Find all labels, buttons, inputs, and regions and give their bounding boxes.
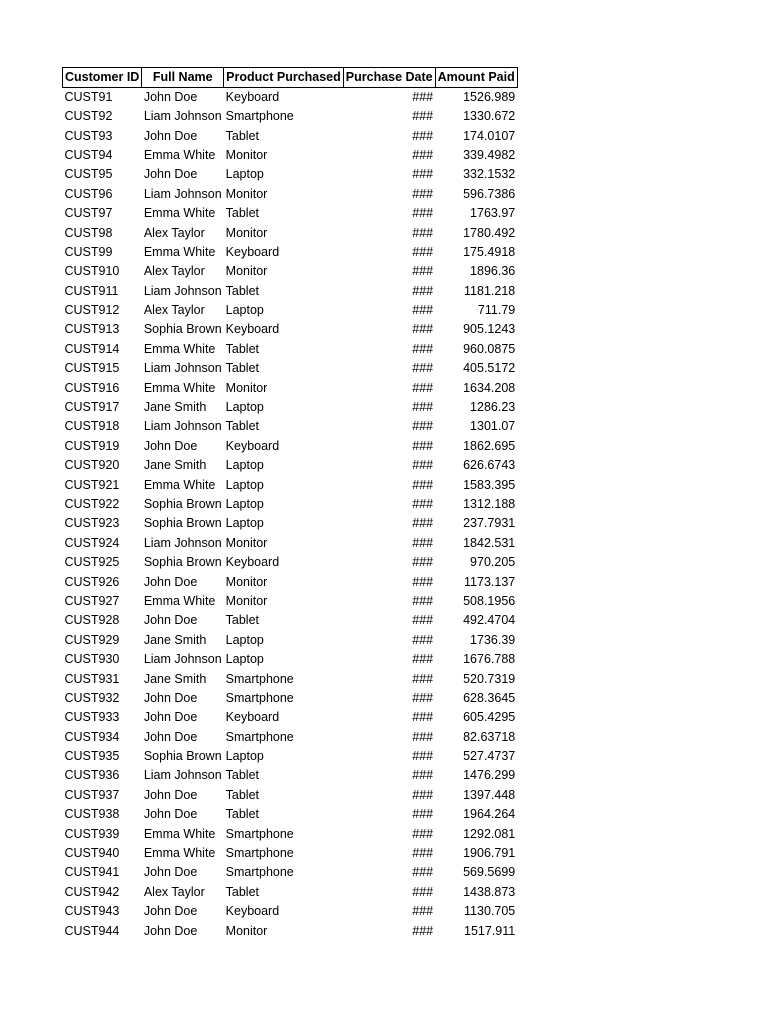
- cell-customer-id[interactable]: CUST938: [64, 807, 120, 822]
- cell-customer-id[interactable]: CUST934: [64, 729, 120, 744]
- cell-product[interactable]: Monitor: [225, 593, 268, 608]
- cell-full-name[interactable]: John Doe: [143, 128, 198, 143]
- cell-amount-paid[interactable]: 508.1956: [463, 593, 516, 608]
- cell-purchase-date[interactable]: ###: [412, 244, 434, 259]
- cell-full-name[interactable]: John Doe: [143, 574, 198, 589]
- cell-purchase-date[interactable]: ###: [412, 613, 434, 628]
- cell-customer-id[interactable]: CUST930: [64, 652, 120, 667]
- cell-product[interactable]: Keyboard: [225, 555, 280, 570]
- cell-purchase-date[interactable]: ###: [412, 516, 434, 531]
- header-product-purchased[interactable]: Product Purchased: [224, 68, 344, 88]
- cell-full-name[interactable]: John Doe: [143, 167, 198, 182]
- cell-customer-id[interactable]: CUST914: [64, 341, 120, 356]
- cell-full-name[interactable]: Alex Taylor: [143, 264, 205, 279]
- cell-full-name[interactable]: Sophia Brown: [143, 322, 222, 337]
- cell-full-name[interactable]: John Doe: [143, 865, 198, 880]
- cell-amount-paid[interactable]: 1763.97: [470, 206, 516, 221]
- cell-purchase-date[interactable]: ###: [412, 206, 434, 221]
- cell-customer-id[interactable]: CUST922: [64, 497, 120, 511]
- cell-purchase-date[interactable]: ###: [412, 652, 434, 667]
- cell-purchase-date[interactable]: ###: [412, 846, 434, 861]
- cell-full-name[interactable]: Liam Johnson: [143, 535, 222, 550]
- cell-purchase-date[interactable]: ###: [412, 147, 434, 162]
- table-row: [63, 572, 518, 591]
- cell-product[interactable]: Tablet: [225, 419, 260, 434]
- cell-purchase-date[interactable]: ###: [412, 361, 434, 376]
- cell-purchase-date[interactable]: ###: [412, 923, 434, 938]
- header-customer-id[interactable]: Customer ID: [63, 68, 142, 88]
- cell-amount-paid[interactable]: 905.1243: [463, 322, 516, 337]
- cell-purchase-date[interactable]: ###: [412, 477, 434, 492]
- cell-customer-id[interactable]: CUST923: [64, 516, 120, 531]
- cell-full-name[interactable]: Liam Johnson: [143, 186, 222, 201]
- cell-amount-paid[interactable]: 1173.137: [464, 574, 516, 589]
- cell-amount-paid[interactable]: 1130.705: [464, 904, 516, 919]
- cell-purchase-date[interactable]: ###: [412, 884, 434, 899]
- table-row: [63, 631, 518, 650]
- cell-amount-paid[interactable]: 339.4982: [463, 147, 516, 162]
- cell-customer-id[interactable]: CUST924: [64, 535, 120, 550]
- cell-purchase-date[interactable]: ###: [412, 690, 434, 705]
- cell-amount-paid[interactable]: 405.5172: [463, 361, 516, 376]
- cell-product[interactable]: Monitor: [225, 264, 268, 279]
- cell-full-name[interactable]: Emma White: [143, 244, 216, 259]
- table-row: [63, 475, 518, 494]
- cell-product[interactable]: Laptop: [225, 632, 264, 647]
- table-row: [63, 824, 518, 843]
- cell-purchase-date[interactable]: ###: [412, 768, 434, 783]
- cell-product[interactable]: Laptop: [225, 516, 264, 531]
- table-row: [63, 456, 518, 475]
- cell-amount-paid[interactable]: 569.5699: [463, 865, 516, 880]
- cell-amount-paid[interactable]: 1780.492: [463, 225, 516, 240]
- table-row: [63, 883, 518, 902]
- cell-customer-id[interactable]: CUST933: [64, 710, 120, 725]
- cell-amount-paid[interactable]: 1676.788: [463, 652, 516, 667]
- cell-product[interactable]: Laptop: [225, 652, 264, 667]
- cell-customer-id[interactable]: CUST911: [64, 283, 119, 298]
- cell-full-name[interactable]: John Doe: [143, 904, 198, 919]
- cell-amount-paid[interactable]: 605.4295: [463, 710, 516, 725]
- cell-amount-paid[interactable]: 1862.695: [463, 438, 516, 453]
- cell-product[interactable]: Smartphone: [225, 729, 294, 744]
- cell-product[interactable]: Laptop: [225, 400, 264, 415]
- cell-customer-id[interactable]: CUST913: [64, 322, 120, 337]
- cell-full-name[interactable]: Liam Johnson: [143, 283, 222, 298]
- cell-product[interactable]: Tablet: [225, 807, 260, 822]
- cell-product[interactable]: Laptop: [225, 497, 264, 511]
- cell-amount-paid[interactable]: 1292.081: [463, 826, 516, 841]
- cell-customer-id[interactable]: CUST935: [64, 749, 120, 764]
- cell-purchase-date[interactable]: ###: [412, 574, 434, 589]
- table-row: [63, 902, 518, 921]
- spreadsheet-table: [62, 67, 518, 941]
- cell-amount-paid[interactable]: 711.79: [477, 303, 516, 318]
- cell-purchase-date[interactable]: ###: [412, 729, 434, 744]
- cell-product[interactable]: Tablet: [225, 206, 260, 221]
- header-purchase-date[interactable]: Purchase Date: [343, 68, 435, 88]
- cell-amount-paid[interactable]: 527.4737: [463, 749, 516, 764]
- cell-customer-id[interactable]: CUST910: [64, 264, 120, 279]
- table-row: [63, 146, 518, 165]
- cell-purchase-date[interactable]: ###: [412, 865, 434, 880]
- cell-product[interactable]: Keyboard: [225, 710, 280, 725]
- cell-amount-paid[interactable]: 492.4704: [463, 613, 516, 628]
- table-row: [63, 223, 518, 242]
- table-row: [63, 611, 518, 630]
- cell-full-name[interactable]: Jane Smith: [143, 632, 207, 647]
- cell-full-name[interactable]: Alex Taylor: [143, 884, 205, 899]
- cell-product[interactable]: Keyboard: [225, 244, 280, 259]
- table-row: [63, 805, 518, 824]
- cell-full-name[interactable]: Alex Taylor: [143, 303, 205, 318]
- cell-customer-id[interactable]: CUST95: [64, 167, 113, 182]
- cell-customer-id[interactable]: CUST932: [64, 690, 120, 705]
- table-row: [63, 766, 518, 785]
- cell-purchase-date[interactable]: ###: [412, 322, 434, 337]
- cell-purchase-date[interactable]: ###: [412, 419, 434, 434]
- cell-amount-paid[interactable]: 1634.208: [463, 380, 516, 395]
- cell-full-name[interactable]: Alex Taylor: [143, 225, 205, 240]
- cell-amount-paid[interactable]: 596.7386: [463, 186, 516, 201]
- cell-amount-paid[interactable]: 1438.873: [463, 884, 516, 899]
- cell-full-name[interactable]: Emma White: [143, 846, 216, 861]
- cell-product[interactable]: Monitor: [225, 574, 268, 589]
- header-full-name[interactable]: Full Name: [142, 68, 224, 88]
- cell-customer-id[interactable]: CUST937: [64, 787, 120, 802]
- cell-product[interactable]: Keyboard: [225, 904, 280, 919]
- cell-product[interactable]: Tablet: [225, 613, 260, 628]
- cell-product[interactable]: Keyboard: [225, 438, 280, 453]
- cell-product[interactable]: Monitor: [225, 380, 268, 395]
- table-row: [63, 437, 518, 456]
- cell-full-name[interactable]: Emma White: [143, 341, 216, 356]
- header-amount-paid[interactable]: Amount Paid: [435, 68, 517, 88]
- cell-customer-id[interactable]: CUST925: [64, 555, 120, 570]
- cell-customer-id[interactable]: CUST94: [64, 147, 113, 162]
- table-row: [63, 107, 518, 126]
- header-row-group: [63, 68, 518, 88]
- table-row: [63, 398, 518, 417]
- cell-full-name[interactable]: Sophia Brown: [143, 555, 222, 570]
- cell-purchase-date[interactable]: ###: [412, 904, 434, 919]
- cell-purchase-date[interactable]: ###: [412, 593, 434, 608]
- cell-customer-id[interactable]: CUST940: [64, 846, 120, 861]
- cell-customer-id[interactable]: CUST93: [64, 128, 113, 143]
- table-row: [63, 126, 518, 145]
- cell-product[interactable]: Smartphone: [225, 109, 294, 124]
- cell-full-name[interactable]: Jane Smith: [143, 671, 207, 686]
- table-row: [63, 844, 518, 863]
- table-row: [63, 514, 518, 533]
- table-row: [63, 592, 518, 611]
- cell-product[interactable]: Keyboard: [225, 90, 280, 104]
- cell-product[interactable]: Tablet: [225, 128, 260, 143]
- table-row: [63, 378, 518, 397]
- cell-product[interactable]: Monitor: [225, 147, 268, 162]
- cell-purchase-date[interactable]: ###: [412, 458, 434, 473]
- table-row: [63, 747, 518, 766]
- cell-customer-id[interactable]: CUST91: [64, 90, 113, 104]
- table-row: [63, 282, 518, 301]
- cell-full-name[interactable]: Emma White: [143, 206, 216, 221]
- cell-customer-id[interactable]: CUST929: [64, 632, 120, 647]
- cell-purchase-date[interactable]: ###: [412, 632, 434, 647]
- cell-product[interactable]: Tablet: [225, 768, 260, 783]
- cell-amount-paid[interactable]: 1476.299: [463, 768, 516, 783]
- cell-product[interactable]: Keyboard: [225, 322, 280, 337]
- cell-customer-id[interactable]: CUST939: [64, 826, 120, 841]
- cell-product[interactable]: Smartphone: [225, 846, 294, 861]
- cell-purchase-date[interactable]: ###: [412, 186, 434, 201]
- cell-customer-id[interactable]: CUST920: [64, 458, 120, 473]
- cell-full-name[interactable]: Emma White: [143, 477, 216, 492]
- cell-full-name[interactable]: John Doe: [143, 807, 198, 822]
- table-row: [63, 243, 518, 262]
- cell-product[interactable]: Monitor: [225, 186, 268, 201]
- table-row: [63, 301, 518, 320]
- cell-amount-paid[interactable]: 1517.911: [464, 923, 516, 938]
- cell-amount-paid[interactable]: 628.3645: [463, 690, 516, 705]
- cell-customer-id[interactable]: CUST96: [64, 186, 113, 201]
- cell-product[interactable]: Laptop: [225, 458, 264, 473]
- cell-amount-paid[interactable]: 520.7319: [463, 671, 516, 686]
- table-row: [63, 534, 518, 553]
- cell-purchase-date[interactable]: ###: [412, 128, 434, 143]
- cell-amount-paid[interactable]: 82.63718: [463, 729, 516, 744]
- cell-purchase-date[interactable]: ###: [412, 826, 434, 841]
- cell-customer-id[interactable]: CUST921: [64, 477, 120, 492]
- table-row: [63, 88, 518, 108]
- table-row: [63, 417, 518, 436]
- cell-full-name[interactable]: Sophia Brown: [143, 749, 222, 764]
- cell-purchase-date[interactable]: ###: [412, 555, 434, 570]
- cell-amount-paid[interactable]: 175.4918: [463, 244, 516, 259]
- table-row: [63, 863, 518, 882]
- table-row: [63, 921, 518, 940]
- cell-amount-paid[interactable]: 1312.188: [463, 497, 516, 511]
- cell-customer-id[interactable]: CUST941: [64, 865, 120, 880]
- cell-amount-paid[interactable]: 1330.672: [463, 109, 516, 124]
- cell-full-name[interactable]: John Doe: [143, 690, 198, 705]
- cell-product[interactable]: Tablet: [225, 787, 260, 802]
- table-row: [63, 340, 518, 359]
- table-row: [63, 708, 518, 727]
- cell-amount-paid[interactable]: 1526.989: [463, 90, 516, 104]
- cell-product[interactable]: Smartphone: [225, 865, 294, 880]
- cell-product[interactable]: Tablet: [225, 283, 260, 298]
- cell-product[interactable]: Laptop: [225, 167, 264, 182]
- table-row: [63, 728, 518, 747]
- cell-full-name[interactable]: John Doe: [143, 787, 198, 802]
- cell-full-name[interactable]: John Doe: [143, 729, 198, 744]
- cell-purchase-date[interactable]: ###: [412, 497, 434, 511]
- cell-product[interactable]: Smartphone: [225, 671, 294, 686]
- cell-product[interactable]: Laptop: [225, 477, 264, 492]
- cell-full-name[interactable]: Sophia Brown: [143, 516, 222, 531]
- table-body: [63, 88, 518, 941]
- cell-purchase-date[interactable]: ###: [412, 710, 434, 725]
- cell-product[interactable]: Tablet: [225, 341, 260, 356]
- cell-customer-id[interactable]: CUST927: [64, 593, 120, 608]
- cell-purchase-date[interactable]: ###: [412, 807, 434, 822]
- cell-customer-id[interactable]: CUST918: [64, 419, 120, 434]
- table-row: [63, 359, 518, 378]
- cell-customer-id[interactable]: CUST942: [64, 884, 120, 899]
- cell-customer-id[interactable]: CUST944: [64, 923, 120, 938]
- cell-purchase-date[interactable]: ###: [412, 438, 434, 453]
- cell-product[interactable]: Laptop: [225, 303, 264, 318]
- cell-amount-paid[interactable]: 1397.448: [463, 787, 516, 802]
- cell-full-name[interactable]: Liam Johnson: [143, 768, 222, 783]
- header-row: [63, 68, 518, 88]
- cell-full-name[interactable]: Emma White: [143, 380, 216, 395]
- cell-purchase-date[interactable]: ###: [412, 341, 434, 356]
- cell-customer-id[interactable]: CUST98: [64, 225, 113, 240]
- cell-customer-id[interactable]: CUST99: [64, 244, 113, 259]
- cell-amount-paid[interactable]: 1583.395: [463, 477, 516, 492]
- cell-product[interactable]: Monitor: [225, 923, 268, 938]
- table-row: [63, 320, 518, 339]
- table-row: [63, 689, 518, 708]
- table-row: [63, 165, 518, 184]
- cell-purchase-date[interactable]: ###: [412, 671, 434, 686]
- cell-full-name[interactable]: John Doe: [143, 613, 198, 628]
- cell-amount-paid[interactable]: 1181.218: [464, 283, 516, 298]
- cell-full-name[interactable]: Jane Smith: [143, 400, 207, 415]
- cell-full-name[interactable]: Emma White: [143, 826, 216, 841]
- cell-amount-paid[interactable]: 332.1532: [463, 167, 516, 182]
- cell-amount-paid[interactable]: 1301.07: [470, 419, 516, 434]
- cell-customer-id[interactable]: CUST912: [64, 303, 120, 318]
- cell-amount-paid[interactable]: 960.0875: [463, 341, 516, 356]
- cell-product[interactable]: Smartphone: [225, 690, 294, 705]
- cell-customer-id[interactable]: CUST919: [64, 438, 120, 453]
- cell-full-name[interactable]: John Doe: [143, 923, 198, 938]
- cell-customer-id[interactable]: CUST931: [64, 671, 120, 686]
- table-row: [63, 786, 518, 805]
- cell-full-name[interactable]: Liam Johnson: [143, 109, 222, 124]
- table-row: [63, 669, 518, 688]
- cell-product[interactable]: Laptop: [225, 749, 264, 764]
- cell-full-name[interactable]: Jane Smith: [143, 458, 207, 473]
- cell-amount-paid[interactable]: 1736.39: [470, 632, 516, 647]
- cell-product[interactable]: Monitor: [225, 535, 268, 550]
- cell-full-name[interactable]: John Doe: [143, 438, 198, 453]
- cell-purchase-date[interactable]: ###: [412, 225, 434, 240]
- cell-product[interactable]: Tablet: [225, 361, 260, 376]
- cell-purchase-date[interactable]: ###: [412, 535, 434, 550]
- cell-customer-id[interactable]: CUST936: [64, 768, 120, 783]
- cell-full-name[interactable]: Sophia Brown: [143, 497, 222, 511]
- cell-amount-paid[interactable]: 174.0107: [463, 128, 516, 143]
- cell-full-name[interactable]: Liam Johnson: [143, 652, 222, 667]
- cell-customer-id[interactable]: CUST943: [64, 904, 120, 919]
- cell-purchase-date[interactable]: ###: [412, 264, 434, 279]
- cell-amount-paid[interactable]: 1896.36: [470, 264, 516, 279]
- table-row: [63, 185, 518, 204]
- cell-amount-paid[interactable]: 1286.23: [470, 400, 516, 415]
- cell-customer-id[interactable]: CUST97: [64, 206, 113, 221]
- cell-purchase-date[interactable]: ###: [412, 283, 434, 298]
- cell-amount-paid[interactable]: 1906.791: [463, 846, 516, 861]
- table-row: [63, 262, 518, 281]
- cell-product[interactable]: Monitor: [225, 225, 268, 240]
- cell-customer-id[interactable]: CUST915: [64, 361, 120, 376]
- cell-full-name[interactable]: John Doe: [143, 90, 198, 104]
- cell-amount-paid[interactable]: 237.7931: [463, 516, 516, 531]
- cell-full-name[interactable]: Liam Johnson: [143, 361, 222, 376]
- cell-full-name[interactable]: Liam Johnson: [143, 419, 222, 434]
- cell-customer-id[interactable]: CUST92: [64, 109, 113, 124]
- cell-full-name[interactable]: Emma White: [143, 147, 216, 162]
- cell-amount-paid[interactable]: 1964.264: [463, 807, 516, 822]
- cell-purchase-date[interactable]: ###: [412, 303, 434, 318]
- table-row: [63, 204, 518, 223]
- cell-customer-id[interactable]: CUST928: [64, 613, 120, 628]
- table-row: [63, 553, 518, 572]
- cell-product[interactable]: Smartphone: [225, 826, 294, 841]
- cell-amount-paid[interactable]: 626.6743: [463, 458, 516, 473]
- cell-customer-id[interactable]: CUST916: [64, 380, 120, 395]
- cell-product[interactable]: Tablet: [225, 884, 260, 899]
- cell-purchase-date[interactable]: ###: [412, 400, 434, 415]
- cell-purchase-date[interactable]: ###: [412, 167, 434, 182]
- table-row: [63, 650, 518, 669]
- cell-customer-id[interactable]: CUST917: [64, 400, 120, 415]
- cell-purchase-date[interactable]: ###: [412, 380, 434, 395]
- cell-purchase-date[interactable]: ###: [412, 749, 434, 764]
- table-row: [63, 495, 518, 514]
- cell-customer-id[interactable]: CUST926: [64, 574, 120, 589]
- cell-purchase-date[interactable]: ###: [412, 109, 434, 124]
- cell-full-name[interactable]: Emma White: [143, 593, 216, 608]
- cell-amount-paid[interactable]: 1842.531: [463, 535, 516, 550]
- cell-purchase-date[interactable]: ###: [412, 90, 434, 104]
- cell-purchase-date[interactable]: ###: [412, 787, 434, 802]
- cell-full-name[interactable]: John Doe: [143, 710, 198, 725]
- cell-amount-paid[interactable]: 970.205: [470, 555, 516, 570]
